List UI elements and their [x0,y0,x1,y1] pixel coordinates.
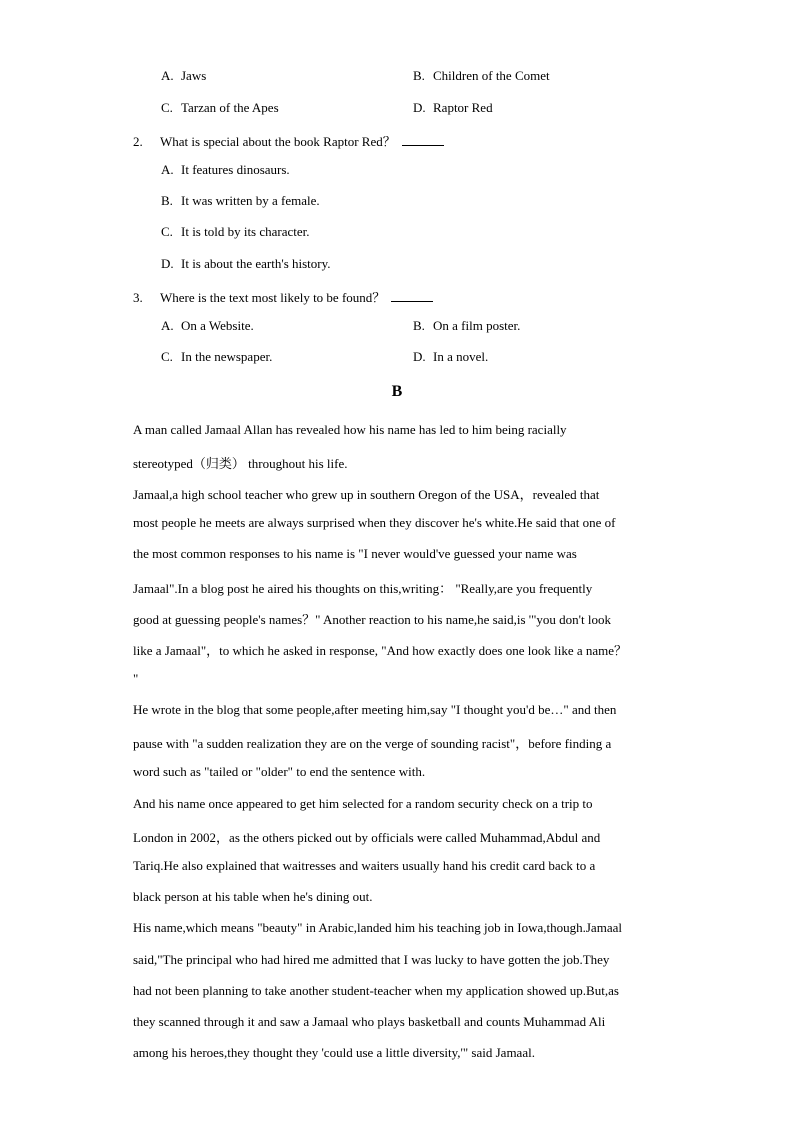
option-text: On a Website. [181,318,254,333]
option-text: On a film poster. [433,318,521,333]
option-text: Jaws [181,68,207,83]
question-number: 3. [133,290,143,305]
passage-line: Tariq.He also explained that waitresses and waiters usually hand his credit card back to a [133,858,596,873]
q1-option-b[interactable] [413,68,550,84]
q2-option-c[interactable] [161,224,310,240]
option-letter: D. [413,100,426,115]
question-text: What is special about the book Raptor Red？ [160,134,396,149]
option-letter: B. [161,193,173,208]
passage-line: Jamaal".In a blog post he aired his thoughts on this,writing： "Really,are you frequently [133,581,593,596]
passage-line: black person at his table when he's dining out. [133,889,373,904]
passage-line: Jamaal,a high school teacher who grew up in southern Oregon of the USA，revealed that [133,487,600,502]
passage-line: among his heroes,they thought they 'could use a little diversity,'" said Jamaal. [133,1045,535,1060]
question-3 [133,287,433,306]
passage-line: pause with "a sudden realization they are on the verge of sounding racist"，before finding a [133,736,612,751]
passage-line: And his name once appeared to get him selected for a random security check on a trip to [133,796,593,811]
option-text: In a novel. [433,349,489,364]
option-text: It was written by a female. [181,193,320,208]
option-letter: A. [161,68,174,83]
passage-line: His name,which means "beauty" in Arabic,landed him his teaching job in Iowa,though.Jamaal [133,920,622,935]
question-2 [133,131,444,150]
passage-line: like a Jamaal"，to which he asked in response, "And how exactly does one look like a name？ [133,643,628,658]
option-letter: C. [161,100,173,115]
option-text: It is told by its character. [181,224,310,239]
section-b-heading: B [391,383,403,400]
q1-option-a[interactable] [161,68,206,84]
passage-line: the most common responses to his name is "I never would've guessed your name was [133,546,577,561]
passage-line: good at guessing people's names？" Another reaction to his name,he said,is '"you don't look [133,612,611,627]
q1-option-c[interactable] [161,100,279,116]
option-letter: B. [413,318,425,333]
option-text: It features dinosaurs. [181,162,290,177]
question-number: 2. [133,134,143,149]
option-text: Raptor Red [433,100,493,115]
q2-option-a[interactable] [161,162,290,178]
question-text: Where is the text most likely to be found？ [160,290,386,305]
passage-line: word such as "tailed or "older" to end the sentence with. [133,764,426,779]
passage-line: had not been planning to take another student-teacher when my application showed up.But,as [133,983,619,998]
answer-blank[interactable] [402,133,444,146]
option-letter: C. [161,349,173,364]
q2-option-b[interactable] [161,193,320,209]
passage-line: " [133,671,139,686]
q3-option-a[interactable] [161,318,254,334]
option-letter: A. [161,318,174,333]
option-text: It is about the earth's history. [181,256,331,271]
option-letter: D. [413,349,426,364]
option-letter: A. [161,162,174,177]
passage-line: they scanned through it and saw a Jamaal who plays basketball and counts Muhammad Ali [133,1014,606,1029]
option-text: Children of the Comet [433,68,550,83]
answer-blank[interactable] [391,289,433,302]
passage-line: London in 2002，as the others picked out by officials were called Muhammad,Abdul and [133,830,601,845]
q3-option-b[interactable] [413,318,520,334]
passage-line: He wrote in the blog that some people,after meeting him,say "I thought you'd be…" and then [133,702,617,717]
option-letter: D. [161,256,174,271]
option-letter: B. [413,68,425,83]
option-letter: C. [161,224,173,239]
passage-line: A man called Jamaal Allan has revealed how his name has led to him being racially [133,422,567,437]
q2-option-d[interactable] [161,256,331,272]
option-text: Tarzan of the Apes [181,100,279,115]
q3-option-d[interactable] [413,349,488,365]
q1-option-d[interactable] [413,100,493,116]
passage-line: most people he meets are always surprised when they discover he's white.He said that one of [133,515,616,530]
passage-line: said,"The principal who had hired me admitted that I was lucky to have gotten the job.They [133,952,610,967]
option-text: In the newspaper. [181,349,273,364]
passage-line: stereotyped（归类） throughout his life. [133,456,348,471]
q3-option-c[interactable] [161,349,272,365]
